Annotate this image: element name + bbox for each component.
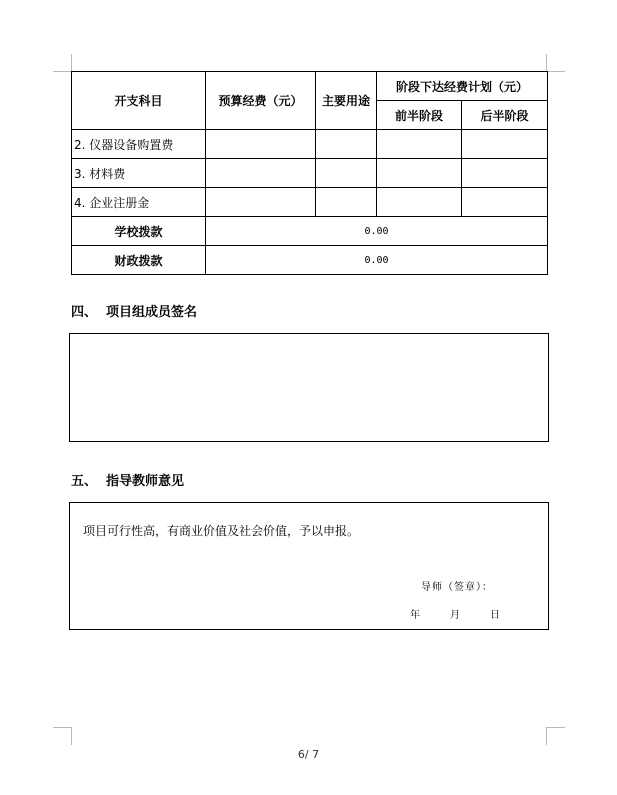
date-month: 月 [450,610,460,621]
advisor-opinion-box [69,502,549,630]
school-funding-label: 学校拨款 [72,217,206,246]
crop-mark-top-right-vertical [546,54,547,72]
crop-mark-bottom-left-horizontal [53,727,71,728]
row-label: 2. 仪器设备购置费 [72,130,206,159]
first-half-cell[interactable] [377,130,462,159]
school-funding-row [72,217,548,246]
finance-funding-amount: 0.00 [206,246,548,275]
page-number: 6/ 7 [297,748,320,761]
finance-funding-row [72,246,548,275]
header-first-half: 前半阶段 [377,101,462,130]
budget-cell[interactable] [206,130,316,159]
crop-mark-top-right-horizontal [547,71,565,72]
budget-cell[interactable] [206,159,316,188]
date-year: 年 [410,610,420,621]
usage-cell[interactable] [316,159,377,188]
budget-cell[interactable] [206,188,316,217]
advisor-signature-label: 导师（签章）： [421,582,493,593]
second-half-cell[interactable] [462,130,548,159]
section5-title: 五、 指导教师意见 [71,474,185,489]
crop-mark-top-left-horizontal [53,71,71,72]
header-item: 开支科目 [72,72,206,130]
usage-cell[interactable] [316,130,377,159]
section4-title: 四、 项目组成员签名 [71,305,198,320]
first-half-cell[interactable] [377,159,462,188]
header-budget: 预算经费（元） [206,72,316,130]
row-label: 4. 企业注册金 [72,188,206,217]
member-signature-box[interactable] [69,333,549,442]
crop-mark-bottom-left-vertical [71,727,72,745]
header-second-half: 后半阶段 [462,101,548,130]
header-usage: 主要用途 [316,72,377,130]
finance-funding-label: 财政拨款 [72,246,206,275]
row-label: 3. 材料费 [72,159,206,188]
table-row [72,159,548,188]
crop-mark-bottom-right-horizontal [547,727,565,728]
crop-mark-bottom-right-vertical [546,727,547,745]
table-row [72,130,548,159]
usage-cell[interactable] [316,188,377,217]
date-day: 日 [490,610,500,621]
table-row [72,188,548,217]
budget-table [71,71,548,275]
first-half-cell[interactable] [377,188,462,217]
school-funding-amount: 0.00 [206,217,548,246]
second-half-cell[interactable] [462,188,548,217]
header-plan: 阶段下达经费计划（元） [377,72,548,101]
advisor-opinion-text: 项目可行性高，有商业价值及社会价值，予以申报。 [83,524,360,538]
crop-mark-top-left-vertical [71,54,72,72]
second-half-cell[interactable] [462,159,548,188]
